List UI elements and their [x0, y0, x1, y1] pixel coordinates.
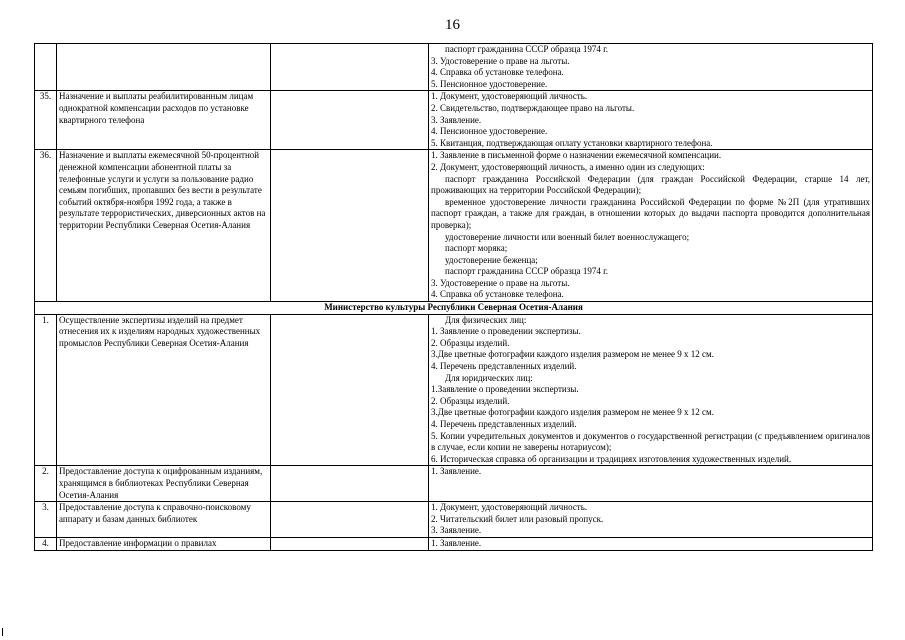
- document-item: 1. Заявление о проведении экспертизы.: [431, 326, 581, 337]
- empty-cell: [271, 466, 429, 502]
- table-row: [35, 502, 873, 538]
- service-name: Осуществление экспертизы изделий на предмет отнесения их к изделиям народных художественных промыслов Республики Северная Осетия-Алания: [57, 314, 271, 466]
- document-item: 2. Читательский билет или разовый пропуск.: [431, 513, 604, 524]
- required-documents: [429, 537, 873, 550]
- document-item: 1. Заявление.: [431, 537, 482, 548]
- empty-cell: [271, 150, 429, 302]
- table-row: [35, 466, 873, 502]
- table-row: [35, 44, 873, 91]
- scan-edge-mark: [2, 628, 3, 636]
- table-row: [35, 314, 873, 466]
- document-item: 4. Пенсионное удостоверение.: [431, 126, 548, 137]
- document-item: 2. Свидетельство, подтверждающее право на льготы.: [431, 102, 635, 113]
- document-item: 1. Документ, удостоверяющий личность.: [431, 502, 588, 513]
- document-item: 5. Копии учредительных документов и документов о государственной регистрации (с предъявлением оригиналов в случае, если копии не заверены нотариусом);: [431, 430, 870, 453]
- document-item: 3. Заявление.: [431, 114, 482, 125]
- row-number: 4.: [35, 537, 57, 550]
- document-item: 3. Заявление.: [431, 525, 482, 536]
- required-documents: [429, 466, 873, 502]
- document-item: 3.Две цветные фотографии каждого изделия размером не менее 9 х 12 см.: [431, 407, 714, 418]
- row-number: [35, 44, 57, 91]
- row-number: 3.: [35, 502, 57, 538]
- document-item: 3. Удостоверение о праве на льготы.: [431, 277, 570, 288]
- table-row: [35, 91, 873, 150]
- row-number: 35.: [35, 91, 57, 150]
- document-item: 4. Справка об установке телефона.: [431, 289, 564, 300]
- service-name: Предоставление информации о правилах: [57, 537, 271, 550]
- document-item: 4. Перечень представленных изделий.: [431, 419, 577, 429]
- section-header-row: [35, 302, 873, 315]
- required-documents: [429, 44, 873, 91]
- empty-cell: [271, 314, 429, 466]
- services-table: [34, 43, 873, 551]
- document-item: паспорт гражданина Российской Федерации (для граждан Российской Федерации, старше 14 лет, проживающих на территории Российской Федерации);: [431, 173, 870, 196]
- service-name: Предоставление доступа к справочно-поисковому аппарату и базам данных библиотек: [57, 502, 271, 538]
- document-item: паспорт гражданина СССР образца 1974 г.: [445, 266, 608, 277]
- document-item: 1.Заявление о проведении экспертизы.: [431, 384, 579, 395]
- section-title: Министерство культуры Республики Северная Осетия-Алания: [35, 302, 873, 315]
- document-item: Для юридических лиц:: [445, 372, 533, 383]
- document-item: 6. Историческая справка об организации и традициях изготовления художественных изделий.: [431, 453, 792, 464]
- document-item: Для физических лиц:: [445, 314, 527, 325]
- document-item: 1. Заявление.: [431, 466, 482, 477]
- document-item: удостоверение личности или военный билет военнослужащего;: [445, 231, 690, 242]
- service-name: Назначение и выплаты ежемесячной 50-процентной денежной компенсации абонентной платы за телефонные услуги и услуги за пользование радио семьям погибших, пропавших без вести в результате событий октября-ноября 1992 года, а также в результате террористических, диверсионных актов на территории Республики Северная Осетия-Алания: [57, 150, 271, 302]
- empty-cell: [271, 502, 429, 538]
- document-item: 2. Образцы изделий.: [431, 337, 510, 348]
- document-item: 4. Перечень представленных изделий.: [431, 361, 577, 372]
- document-item: 3.Две цветные фотографии каждого изделия размером не менее 9 х 12 см.: [431, 349, 714, 360]
- empty-cell: [271, 91, 429, 150]
- document-item: 3. Удостоверение о праве на льготы.: [431, 55, 570, 66]
- document-item: 5. Квитанция, подтверждающая оплату установки квартирного телефона.: [431, 137, 713, 148]
- row-number: 1.: [35, 314, 57, 466]
- document-item: 1. Заявление в письменной форме о назначении ежемесячной компенсации.: [431, 150, 722, 161]
- document-item: паспорт моряка;: [445, 243, 508, 254]
- document-item: паспорт гражданина СССР образца 1974 г.: [445, 44, 608, 54]
- table-row: [35, 537, 873, 550]
- empty-cell: [271, 537, 429, 550]
- document-item: 1. Документ, удостоверяющий личность.: [431, 91, 588, 102]
- required-documents: [429, 502, 873, 538]
- document-item: временное удостоверение личности гражданина Российской Федерации по форме №2П (для утративших паспорт граждан, а также для граждан, в отношении которых до выдачи паспорта проводится дополнительная проверка);: [431, 196, 870, 230]
- document-item: 5. Пенсионное удостоверение.: [431, 78, 548, 89]
- document-item: 2. Образцы изделий.: [431, 395, 510, 406]
- table-row: [35, 150, 873, 302]
- required-documents: [429, 150, 873, 302]
- required-documents: [429, 91, 873, 150]
- row-number: 36.: [35, 150, 57, 302]
- document-item: удостоверение беженца;: [445, 254, 538, 265]
- service-name: Назначение и выплаты реабилитированным лицам однократной компенсации расходов по установке квартирного телефона: [57, 91, 271, 150]
- page-number: 16: [445, 17, 460, 33]
- row-number: 2.: [35, 466, 57, 502]
- document-item: 4. Справка об установке телефона.: [431, 67, 564, 78]
- empty-cell: [271, 44, 429, 91]
- document-item: 2. Документ, удостоверяющий личность, а именно один из следующих:: [431, 161, 705, 172]
- required-documents: [429, 314, 873, 466]
- service-name: Предоставление доступа к оцифрованным изданиям, хранящимся в библиотеках Республики Северная Осетия-Алания: [57, 466, 271, 502]
- service-name: [57, 44, 271, 91]
